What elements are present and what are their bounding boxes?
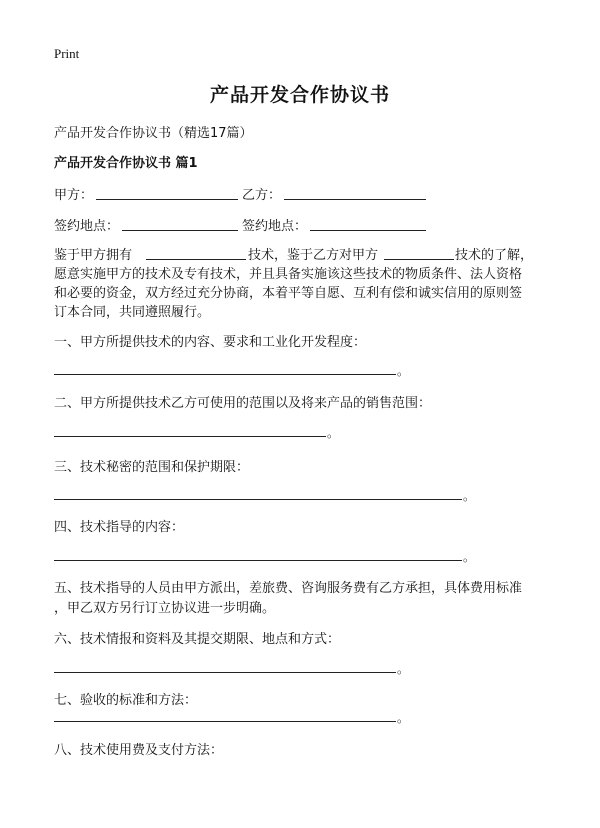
- clause-5-line-1: 五、技术指导的人员由甲方派出，差旅费、咨询服务费有乙方承担，具体费用标准: [54, 581, 523, 596]
- intro-blank-2: [384, 259, 454, 260]
- clause-6: 六、技术情报和资料及其提交期限、地点和方式：: [54, 632, 341, 647]
- clause-3-blank: [54, 499, 462, 500]
- signing-place-blank-b: [310, 230, 426, 231]
- print-label[interactable]: Print: [54, 46, 80, 61]
- intro-text-1: 鉴于甲方拥有: [54, 248, 133, 263]
- signing-place-label-b: 签约地点：: [242, 219, 308, 234]
- document-title: 产品开发合作协议书: [209, 84, 390, 106]
- clause-1-blank: [54, 374, 396, 375]
- clause-4-period: 。: [463, 550, 476, 564]
- clause-3: 三、技术秘密的范围和保护期限：: [54, 460, 250, 475]
- section-heading: 产品开发合作协议书 篇1: [54, 156, 198, 171]
- party-a-label: 甲方：: [54, 188, 94, 203]
- clause-2-blank: [54, 436, 326, 437]
- clause-5-line-2: ，甲乙双方另行订立协议进一步明确。: [54, 601, 276, 616]
- clause-2-period: 。: [327, 426, 340, 440]
- clause-7-blank: [54, 721, 396, 722]
- intro-text-3: 技术的了解，: [455, 248, 534, 263]
- signing-place-blank-a: [122, 230, 238, 231]
- clause-7: 七、验收的标准和方法：: [54, 693, 198, 708]
- signing-place-label-a: 签约地点：: [54, 219, 120, 234]
- party-a-blank: [96, 199, 238, 200]
- clause-2: 二、甲方所提供技术乙方可使用的范围以及将来产品的销售范围：: [54, 396, 432, 411]
- clause-7-period: 。: [397, 711, 410, 725]
- clause-4: 四、技术指导的内容：: [54, 520, 185, 535]
- clause-3-period: 。: [463, 489, 476, 503]
- clause-6-period: 。: [397, 662, 410, 676]
- intro-blank-1: [146, 259, 246, 260]
- clause-8: 八、技术使用费及支付方法：: [54, 743, 224, 758]
- clause-1-period: 。: [397, 364, 410, 378]
- intro-line-4: 订本合同，共同遵照履行。: [54, 305, 211, 320]
- clause-6-blank: [54, 672, 396, 673]
- clause-4-blank: [54, 560, 462, 561]
- intro-text-2: 技术，鉴于乙方对甲方: [248, 248, 379, 263]
- clause-1: 一、甲方所提供技术的内容、要求和工业化开发程度：: [54, 335, 367, 350]
- party-b-blank: [284, 199, 426, 200]
- document-subtitle: 产品开发合作协议书（精选17篇）: [54, 126, 253, 141]
- party-b-label: 乙方：: [242, 188, 282, 203]
- intro-line-2: 愿意实施甲方的技术及专有技术，并且具备实施该这些技术的物质条件、法人资格: [54, 267, 523, 282]
- intro-line-3: 和必要的资金，双方经过充分协商，本着平等自愿、互利有偿和诚实信用的原则签: [54, 286, 523, 301]
